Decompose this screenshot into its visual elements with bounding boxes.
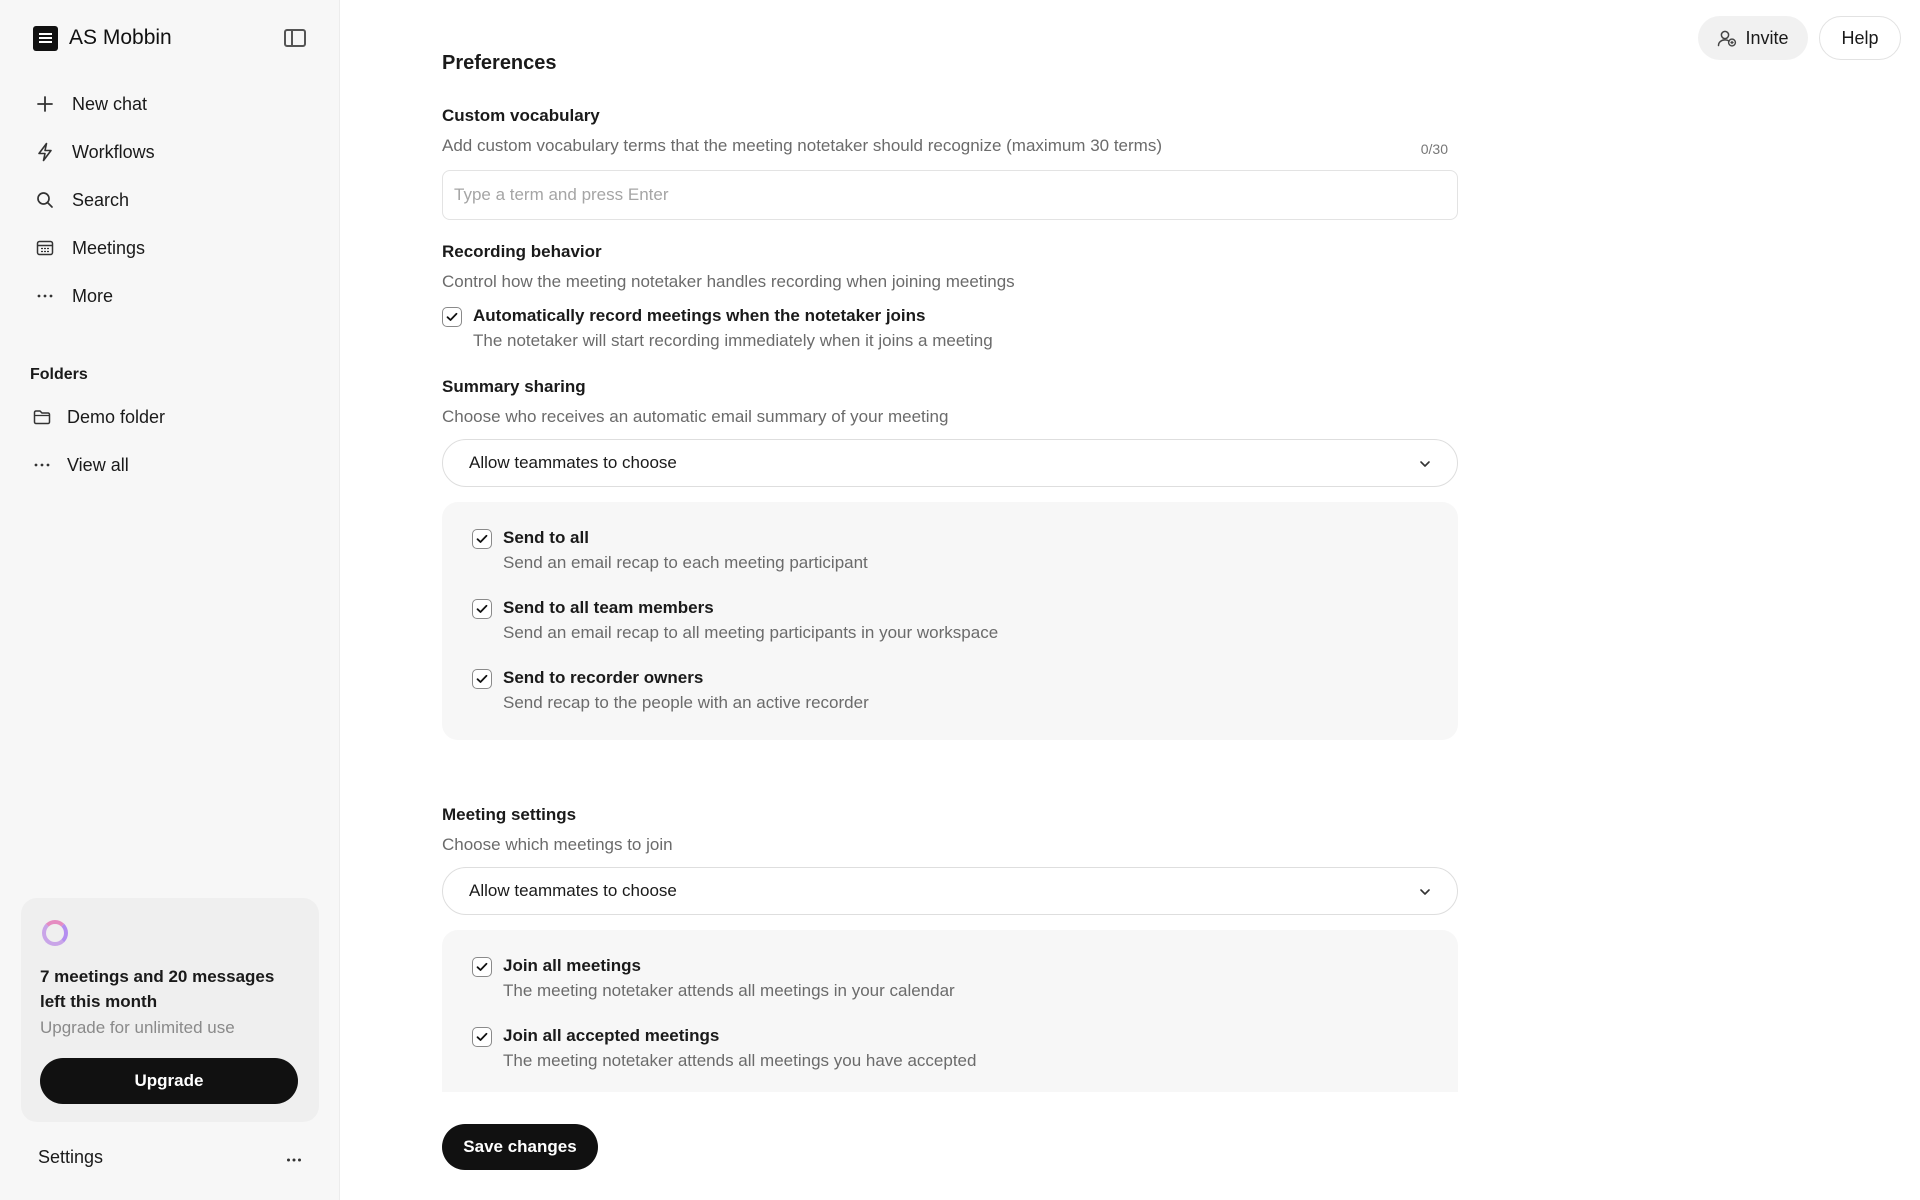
auto-record-description: The notetaker will start recording immediately when it joins a meeting bbox=[473, 331, 993, 350]
auto-record-option bbox=[442, 305, 993, 352]
meeting-option-join-accepted bbox=[472, 1025, 976, 1072]
sidebar-item-label: New chat bbox=[72, 93, 148, 114]
join-accepted-description: The meeting notetaker attends all meetings you have accepted bbox=[503, 1051, 977, 1070]
save-changes-button[interactable]: Save changes bbox=[442, 1124, 598, 1170]
sidebar-item-label: Search bbox=[72, 189, 130, 210]
sidebar-item-search[interactable] bbox=[30, 176, 310, 224]
plus-icon bbox=[33, 92, 57, 116]
summary-description: Choose who receives an automatic email summary of your meeting bbox=[442, 407, 949, 426]
sidebar-item-label: Meetings bbox=[72, 237, 146, 258]
sidebar bbox=[0, 0, 340, 1200]
summary-options-panel bbox=[442, 502, 1458, 740]
sidebar-item-label: More bbox=[72, 285, 114, 306]
chevron-down-icon bbox=[1419, 453, 1431, 473]
usage-ring-icon bbox=[42, 920, 68, 946]
vocabulary-title: Custom vocabulary bbox=[442, 106, 600, 125]
settings-more-icon[interactable] bbox=[286, 1147, 302, 1168]
settings-row[interactable] bbox=[38, 1143, 302, 1171]
meetings-title: Meeting settings bbox=[442, 805, 577, 824]
summary-option-send-team bbox=[472, 597, 998, 644]
usage-card bbox=[21, 898, 319, 1122]
sidebar-item-label: Workflows bbox=[72, 141, 155, 162]
settings-label: Settings bbox=[38, 1146, 104, 1167]
summary-title: Summary sharing bbox=[442, 377, 586, 396]
join-accepted-checkbox[interactable] bbox=[472, 1027, 492, 1047]
folder-item-view-all[interactable] bbox=[30, 441, 310, 489]
send-owners-description: Send recap to the people with an active recorder bbox=[503, 693, 869, 712]
send-team-checkbox[interactable] bbox=[472, 599, 492, 619]
join-accepted-label: Join all accepted meetings bbox=[503, 1026, 720, 1045]
workspace-logo bbox=[33, 26, 58, 51]
send-owners-label: Send to recorder owners bbox=[503, 668, 704, 687]
vocabulary-description: Add custom vocabulary terms that the meeting notetaker should recognize (maximum 30 terms) bbox=[442, 136, 1162, 155]
sidebar-item-meetings[interactable] bbox=[30, 224, 310, 272]
send-all-checkbox[interactable] bbox=[472, 529, 492, 549]
meeting-options-panel bbox=[442, 930, 1458, 1092]
sidebar-toggle-icon[interactable] bbox=[284, 29, 306, 47]
send-team-description: Send an email recap to all meeting participants in your workspace bbox=[503, 623, 999, 642]
workspace-name: AS Mobbin bbox=[69, 26, 172, 49]
bolt-icon bbox=[33, 140, 57, 164]
send-all-label: Send to all bbox=[503, 528, 589, 547]
help-button[interactable]: Help bbox=[1819, 16, 1901, 60]
folder-item-label: Demo folder bbox=[67, 406, 166, 427]
meeting-option-join-all bbox=[472, 955, 955, 1002]
sidebar-item-workflows[interactable] bbox=[30, 128, 310, 176]
ellipsis-icon bbox=[33, 284, 57, 308]
vocabulary-counter: 0/30 bbox=[1420, 141, 1448, 157]
chevron-down-icon bbox=[1419, 881, 1431, 901]
meetings-description: Choose which meetings to join bbox=[442, 835, 673, 854]
auto-record-label: Automatically record meetings when the notetaker joins bbox=[473, 306, 926, 325]
invite-button[interactable] bbox=[1698, 16, 1808, 60]
usage-title: 7 meetings and 20 messages left this month bbox=[40, 967, 275, 1011]
usage-subtitle: Upgrade for unlimited use bbox=[40, 1018, 235, 1037]
recording-title: Recording behavior bbox=[442, 242, 602, 261]
auto-record-checkbox[interactable] bbox=[442, 307, 462, 327]
page-title: Preferences bbox=[442, 52, 557, 74]
sidebar-nav bbox=[30, 80, 310, 320]
sidebar-item-new-chat[interactable] bbox=[30, 80, 310, 128]
folder-item-label: View all bbox=[67, 454, 129, 475]
summary-option-send-owners bbox=[472, 667, 869, 714]
invite-label: Invite bbox=[1745, 27, 1789, 48]
folder-item-demo-folder[interactable] bbox=[30, 393, 310, 441]
invite-icon bbox=[1717, 29, 1737, 47]
meeting-settings-select[interactable] bbox=[442, 867, 1458, 915]
summary-select-value: Allow teammates to choose bbox=[469, 453, 677, 472]
search-icon bbox=[33, 188, 57, 212]
send-all-description: Send an email recap to each meeting participant bbox=[503, 553, 868, 572]
upgrade-button[interactable]: Upgrade bbox=[40, 1058, 298, 1104]
meetings-select-value: Allow teammates to choose bbox=[469, 881, 677, 900]
folders-heading: Folders bbox=[30, 366, 88, 383]
workspace-switcher[interactable] bbox=[33, 25, 172, 51]
join-all-description: The meeting notetaker attends all meetings in your calendar bbox=[503, 981, 955, 1000]
join-all-checkbox[interactable] bbox=[472, 957, 492, 977]
send-owners-checkbox[interactable] bbox=[472, 669, 492, 689]
sidebar-item-more[interactable] bbox=[30, 272, 310, 320]
summary-sharing-select[interactable] bbox=[442, 439, 1458, 487]
folders-list bbox=[30, 393, 310, 489]
vocabulary-input[interactable] bbox=[442, 170, 1458, 220]
send-team-label: Send to all team members bbox=[503, 598, 714, 617]
summary-option-send-all bbox=[472, 527, 868, 574]
calendar-icon bbox=[33, 236, 57, 260]
recording-description: Control how the meeting notetaker handles recording when joining meetings bbox=[442, 272, 1015, 291]
join-all-label: Join all meetings bbox=[503, 956, 641, 975]
ellipsis-icon bbox=[30, 453, 54, 477]
folder-icon bbox=[30, 405, 54, 429]
